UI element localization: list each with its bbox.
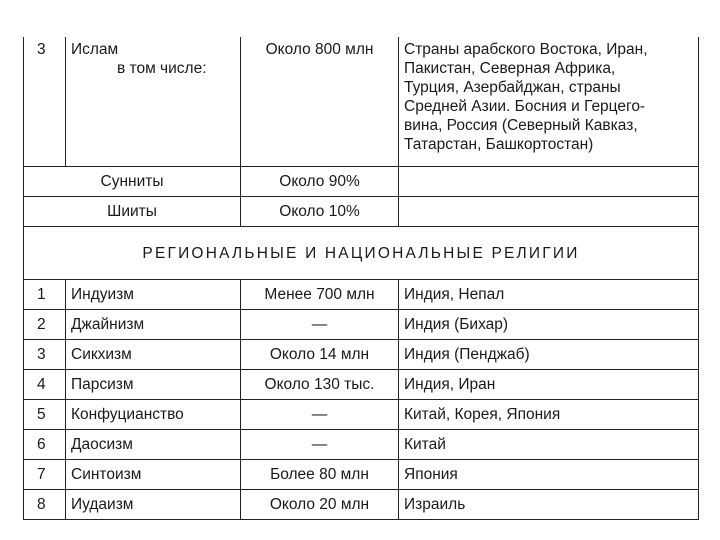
region-line: Татарстан, Башкортостан) bbox=[404, 136, 594, 153]
row-number: 6 bbox=[24, 430, 66, 460]
region-cell bbox=[399, 167, 699, 197]
region-line: вина, Россия (Северный Кавказ, bbox=[404, 117, 638, 134]
region-cell: Китай bbox=[399, 430, 699, 460]
table-row bbox=[24, 430, 699, 460]
section-row bbox=[24, 227, 699, 280]
followers-count: Около 130 тыс. bbox=[241, 370, 399, 400]
table-row bbox=[24, 490, 699, 520]
region-cell bbox=[399, 197, 699, 227]
religion-name: Синтоизм bbox=[66, 460, 241, 490]
section-title: РЕГИОНАЛЬНЫЕ И НАЦИОНАЛЬНЫЕ РЕЛИГИИ bbox=[24, 227, 699, 280]
region-line: Страны арабского Востока, Иран, bbox=[404, 41, 648, 58]
religion-name: Джайнизм bbox=[66, 310, 241, 340]
row-number: 4 bbox=[24, 370, 66, 400]
table-row bbox=[24, 197, 699, 227]
table-row bbox=[24, 400, 699, 430]
region-cell: Япония bbox=[399, 460, 699, 490]
table-row bbox=[24, 37, 699, 167]
followers-count: Около 20 млн bbox=[241, 490, 399, 520]
table-row bbox=[24, 167, 699, 197]
religion-name bbox=[66, 37, 241, 167]
region-cell bbox=[399, 37, 699, 167]
region-cell: Индия (Бихар) bbox=[399, 310, 699, 340]
table-row bbox=[24, 310, 699, 340]
region-line: Турция, Азербайджан, страны bbox=[404, 79, 621, 96]
followers-count: Более 80 млн bbox=[241, 460, 399, 490]
row-number: 1 bbox=[24, 280, 66, 310]
table-row bbox=[24, 280, 699, 310]
religion-name: Иудаизм bbox=[66, 490, 241, 520]
religion-name: Даосизм bbox=[66, 430, 241, 460]
region-cell: Израиль bbox=[399, 490, 699, 520]
followers-count: Около 14 млн bbox=[241, 340, 399, 370]
subheading-text: в том числе: bbox=[117, 60, 207, 77]
row-number: 5 bbox=[24, 400, 66, 430]
followers-count: — bbox=[241, 400, 399, 430]
row-number: 3 bbox=[24, 37, 66, 167]
religions-table bbox=[23, 37, 699, 520]
region-cell: Индия (Пенджаб) bbox=[399, 340, 699, 370]
religion-name-text: Ислам bbox=[71, 41, 119, 58]
branch-name: Шииты bbox=[24, 197, 241, 227]
row-number: 2 bbox=[24, 310, 66, 340]
table-row bbox=[24, 370, 699, 400]
row-number: 3 bbox=[24, 340, 66, 370]
region-cell: Китай, Корея, Япония bbox=[399, 400, 699, 430]
row-number: 7 bbox=[24, 460, 66, 490]
table-row bbox=[24, 340, 699, 370]
region-cell: Индия, Иран bbox=[399, 370, 699, 400]
region-cell: Индия, Непал bbox=[399, 280, 699, 310]
religion-name: Сикхизм bbox=[66, 340, 241, 370]
followers-count: — bbox=[241, 310, 399, 340]
branch-name: Сунниты bbox=[24, 167, 241, 197]
branch-share: Около 10% bbox=[241, 197, 399, 227]
region-line: Пакистан, Северная Африка, bbox=[404, 60, 616, 77]
branch-share: Около 90% bbox=[241, 167, 399, 197]
row-number: 8 bbox=[24, 490, 66, 520]
region-line: Средней Азии. Босния и Герцего- bbox=[404, 98, 646, 115]
followers-count: Около 800 млн bbox=[241, 37, 399, 167]
religion-name: Парсизм bbox=[66, 370, 241, 400]
followers-count: — bbox=[241, 430, 399, 460]
table-row bbox=[24, 460, 699, 490]
religion-name: Индуизм bbox=[66, 280, 241, 310]
religion-name: Конфуцианство bbox=[66, 400, 241, 430]
followers-count: Менее 700 млн bbox=[241, 280, 399, 310]
